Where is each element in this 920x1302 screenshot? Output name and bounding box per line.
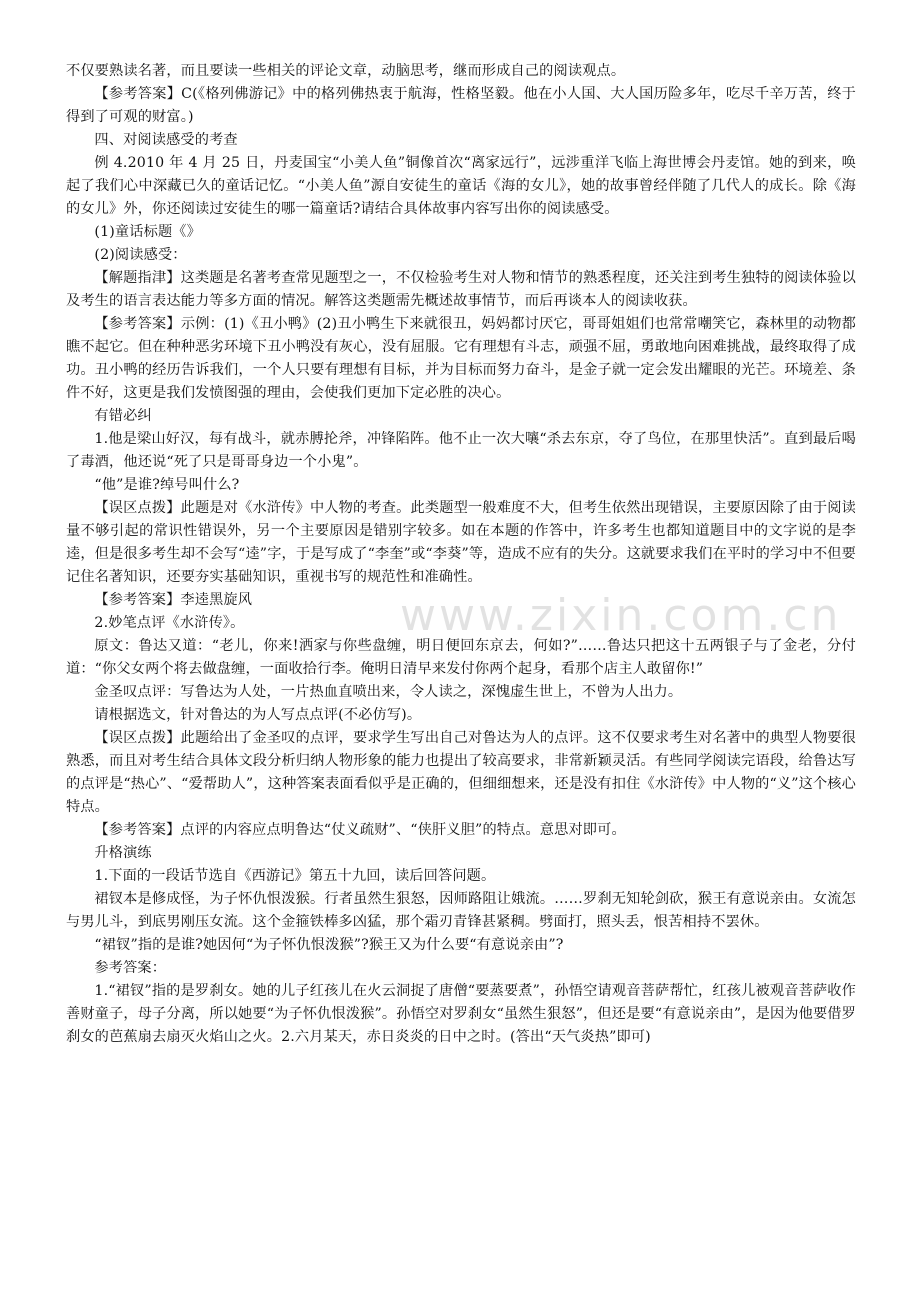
question-paragraph: 请根据选文，针对鲁达的为人写点点评(不必仿写)。 — [94, 707, 422, 723]
hint-paragraph: 【解题指津】这类题是名著考查常见题型之一，不仅检验考生对人物和情节的熟悉程度，还关注到考生独特的阅读体验以及考生的语言表达能力等多方面的情况。解答这类题需先概述故事情节，而后再谈本人的阅读收获。 — [66, 270, 856, 309]
question-paragraph: “裙钗”指的是谁?她因何“为子怀仇恨泼猴”?猴王又为什么要“有意说亲由”? — [94, 937, 564, 953]
commentary-paragraph: 金圣叹点评：写鲁达为人处，一片热血直喷出来，令人读之，深愧虚生世上，不曾为人出力。 — [94, 684, 683, 700]
question-paragraph: 1.下面的一段话节选自《西游记》第五十九回，读后回答问题。 — [94, 868, 496, 884]
watermark: www.zixin.com.cn — [400, 590, 842, 641]
question-item: (2)阅读感受： — [94, 247, 187, 263]
section-heading: 四、对阅读感受的考查 — [94, 132, 238, 148]
question-paragraph: “他”是谁?绰号叫什么? — [94, 477, 240, 493]
answer-paragraph: 【参考答案】示例：(1)《丑小鸭》(2)丑小鸭生下来就很丑，妈妈都讨厌它，哥哥姐姐们也常常嘲笑它，森林里的动物都瞧不起它。但在种种恶劣环境下丑小鸭没有灰心，没有屈服。它有理想有斗志，顽强不屈，勇敢地向困难挑战，最终取得了成功。丑小鸭的经历告诉我们，一个人只要有理想有目标，并为目标而努力奋斗，是金子就一定会发出耀眼的光芒。环境差、条件不好，这更是我们发愤图强的理由，会使我们更加下定必胜的决心。 — [66, 316, 856, 401]
example-question: 例 4.2010 年 4 月 25 日，丹麦国宝“小美人鱼”铜像首次“离家远行”，远涉重洋飞临上海世博会丹麦馆。她的到来，唤起了我们心中深藏已久的童话记忆。“小美人鱼”源自安徒生的童话《海的女儿》，她的故事曾经伴随了几代人的成长。除《海的女儿》外，你还阅读过安徒生的哪一篇童话?请结合具体故事内容写出你的阅读感受。 — [66, 155, 856, 217]
answer-paragraph: 【参考答案】李逵黑旋风 — [94, 592, 253, 608]
quote-paragraph: 裙钗本是修成怪，为子怀仇恨泼猴。行者虽然生狠怒，因师路阻让娥流。……罗刹无知轮剑砍，猴王有意说亲由。女流怎与男儿斗，到底男刚压女流。这个金箍铁棒多凶猛，那个霜刃青锋甚紧稠。劈面打，照头丢，恨苦相持不罢休。 — [66, 891, 856, 930]
answer-paragraph: 1.“裙钗”指的是罗刹女。她的儿子红孩儿在火云洞捉了唐僧“要蒸要煮”，孙悟空请观音菩萨帮忙，红孩儿被观音菩萨收作善财童子，母子分离，所以她要“为子怀仇恨泼猴”。孙悟空对罗刹女“虽然生狠怒”，但还是要“有意说亲由”，是因为他要借罗刹女的芭蕉扇去扇灭火焰山之火。2.六月某天，赤日炎炎的日中之时。(答出“天气炎热”即可) — [66, 983, 856, 1045]
question-paragraph: 2.妙笔点评《水浒传》。 — [94, 615, 245, 631]
answer-paragraph: 【参考答案】C(《格列佛游记》中的格列佛热衷于航海，性格坚毅。他在小人国、大人国历险多年，吃尽千辛万苦，终于得到了可观的财富。) — [66, 86, 856, 125]
document-body — [66, 60, 856, 1049]
quote-paragraph: 原文：鲁达又道：“老儿，你来!洒家与你些盘缠，明日便回东京去，何如?”……鲁达只把这十五两银子与了金老，分付道：“你父女两个将去做盘缠，一面收拾行李。俺明日清早来发付你两个起身，看那个店主人敢留你!” — [66, 638, 856, 677]
paragraph: 不仅要熟读名著，而且要读一些相关的评论文章，动脑思考，继而形成自己的阅读观点。 — [66, 63, 626, 79]
hint-paragraph: 【误区点拨】此题是对《水浒传》中人物的考查。此类题型一般难度不大，但考生依然出现错误，主要原因除了由于阅读量不够引起的常识性错误外，另一个主要原因是错别字较多。如在本题的作答中，许多考生也都知道题目中的文字说的是李逵，但是很多考生却不会写“逵”字，于是写成了“李奎”或“李葵”等，造成不应有的失分。这就要求我们在平时的学习中不但要记住名著知识，还要夯实基础知识，重视书写的规范性和准确性。 — [66, 500, 856, 585]
answer-paragraph: 【参考答案】点评的内容应点明鲁达“仗义疏财”、“侠肝义胆”的特点。意思对即可。 — [94, 822, 626, 838]
question-paragraph: 1.他是梁山好汉，每有战斗，就赤膊抡斧，冲锋陷阵。他不止一次大嚷“杀去东京，夺了鸟位，在那里快活”。直到最后喝了毒酒，他还说“死了只是哥哥身边一个小鬼”。 — [66, 431, 856, 470]
question-item: (1)童话标题《》 — [94, 224, 201, 240]
hint-paragraph: 【误区点拨】此题给出了金圣叹的点评，要求学生写出自己对鲁达为人的点评。这不仅要求考生对名著中的典型人物要很熟悉，而且对考生结合具体文段分析归纳人物形象的能力也提出了较高要求，非常新颖灵活。有些同学阅读完语段，给鲁达写的点评是“热心”、“爱帮助人”，这种答案表面看似乎是正确的，但细细想来，还是没有扣住《水浒传》中人物的“义”这个核心特点。 — [66, 730, 856, 815]
section-heading: 升格演练 — [94, 845, 152, 861]
answer-label: 参考答案： — [94, 960, 167, 976]
section-heading: 有错必纠 — [94, 408, 152, 424]
